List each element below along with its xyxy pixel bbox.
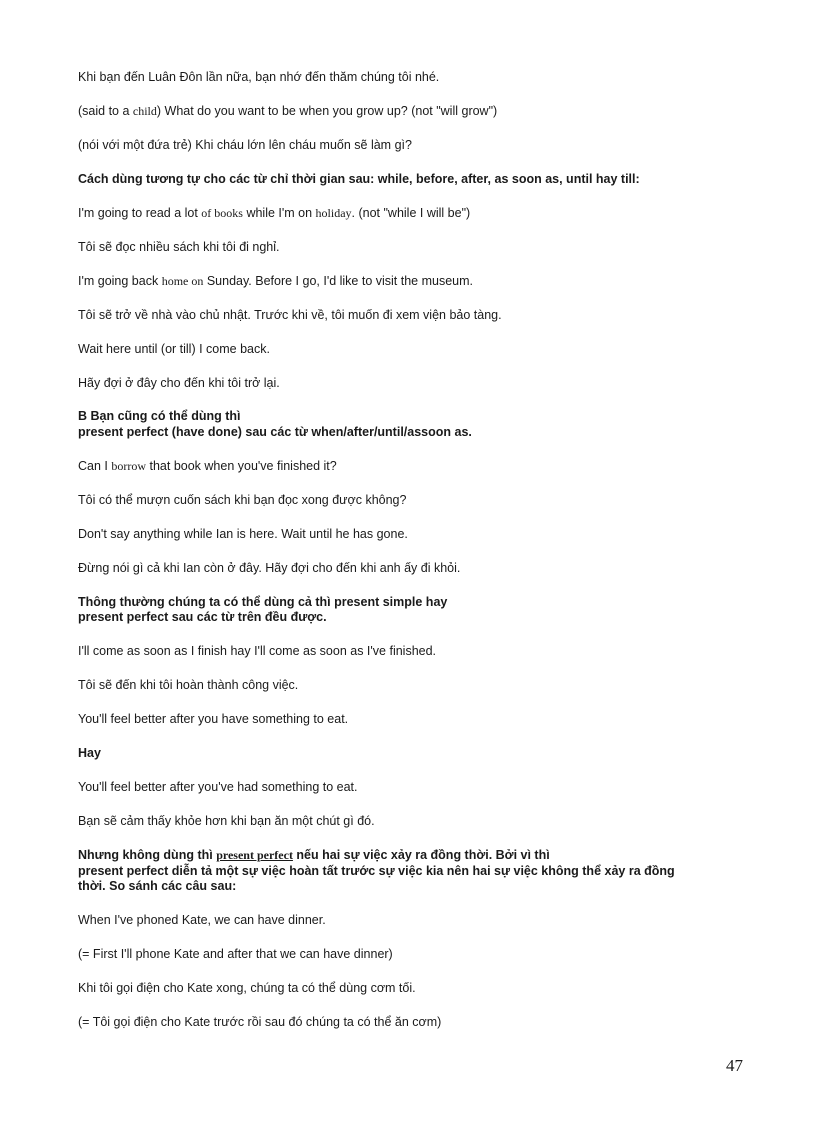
text-segment: of books <box>201 206 243 220</box>
text-segment: I'm going back <box>78 274 162 288</box>
text-segment: Sunday. Before I go, I'd like to visit the museum. <box>203 274 474 288</box>
section-heading: Cách dùng tương tự cho các từ chỉ thời gian sau: while, before, after, as soon as, until hay till: <box>78 172 640 186</box>
section-heading: present perfect (have done) sau các từ when/after/until/assoon as. <box>78 425 472 439</box>
text-line: Bạn sẽ cảm thấy khỏe hơn khi bạn ăn một chút gì đó. <box>78 814 375 828</box>
text-segment: home on <box>161 274 204 288</box>
text-segment: borrow <box>111 459 147 473</box>
text-line: Khi bạn đến Luân Đôn lần nữa, bạn nhớ đến thăm chúng tôi nhé. <box>78 70 440 84</box>
section-heading: present perfect diễn tả một sự việc hoàn tất trước sự việc kia nên hai sự việc không thể xảy ra đồng <box>78 864 675 878</box>
text-line <box>78 206 746 221</box>
text-line: When I've phoned Kate, we can have dinner. <box>78 913 326 927</box>
section-heading <box>78 848 746 863</box>
text-segment: that book when you've finished it? <box>146 459 337 473</box>
text-line: Don't say anything while Ian is here. Wait until he has gone. <box>78 527 408 541</box>
text-line <box>78 274 746 289</box>
text-line: You'll feel better after you have something to eat. <box>78 712 349 726</box>
text-line: (= Tôi gọi điện cho Kate trước rồi sau đó chúng ta có thể ăn cơm) <box>78 1015 442 1029</box>
text-segment: Nhưng không dùng thì <box>78 848 217 862</box>
text-line: Khi tôi gọi điện cho Kate xong, chúng ta có thể dùng cơm tối. <box>78 981 416 995</box>
section-heading: present perfect sau các từ trên đều được. <box>78 610 327 624</box>
text-segment: while I'm on <box>242 206 316 220</box>
text-line: Đừng nói gì cả khi Ian còn ở đây. Hãy đợi cho đến khi anh ấy đi khỏi. <box>78 561 461 575</box>
text-segment: present perfect <box>216 848 293 862</box>
section-heading: thời. So sánh các câu sau: <box>78 879 237 893</box>
section-heading: B Bạn cũng có thể dùng thì <box>78 409 241 423</box>
page-number: 47 <box>726 1056 743 1075</box>
text-segment: I'm going to read a lot <box>78 206 202 220</box>
text-segment: nếu hai sự việc xảy ra đồng thời. Bởi vì thì <box>292 848 550 862</box>
text-line: Hãy đợi ở đây cho đến khi tôi trở lại. <box>78 376 280 390</box>
text-segment: Can I <box>78 459 112 473</box>
text-line: Tôi sẽ đọc nhiều sách khi tôi đi nghỉ. <box>78 240 280 254</box>
text-line: Tôi sẽ đến khi tôi hoàn thành công việc. <box>78 678 299 692</box>
text-segment: . (not "while I will be") <box>351 206 471 220</box>
text-segment: (said to a <box>78 104 133 118</box>
text-segment: ) What do you want to be when you grow up? (not "will grow") <box>156 104 498 118</box>
text-line: You'll feel better after you've had something to eat. <box>78 780 358 794</box>
text-line: (nói với một đứa trẻ) Khi cháu lớn lên cháu muốn sẽ làm gì? <box>78 138 412 152</box>
text-line: Tôi có thể mượn cuốn sách khi bạn đọc xong được không? <box>78 493 407 507</box>
text-segment: holiday <box>315 206 352 220</box>
section-heading: Hay <box>78 746 101 760</box>
section-heading: Thông thường chúng ta có thể dùng cả thì present simple hay <box>78 595 448 609</box>
text-line: I'll come as soon as I finish hay I'll come as soon as I've finished. <box>78 644 437 658</box>
text-line: (= First I'll phone Kate and after that we can have dinner) <box>78 947 393 961</box>
text-line: Wait here until (or till) I come back. <box>78 342 270 356</box>
text-segment: child <box>132 104 157 118</box>
text-line <box>78 104 746 119</box>
text-line <box>78 459 746 474</box>
text-line: Tôi sẽ trở về nhà vào chủ nhật. Trước khi về, tôi muốn đi xem viện bảo tàng. <box>78 308 502 322</box>
